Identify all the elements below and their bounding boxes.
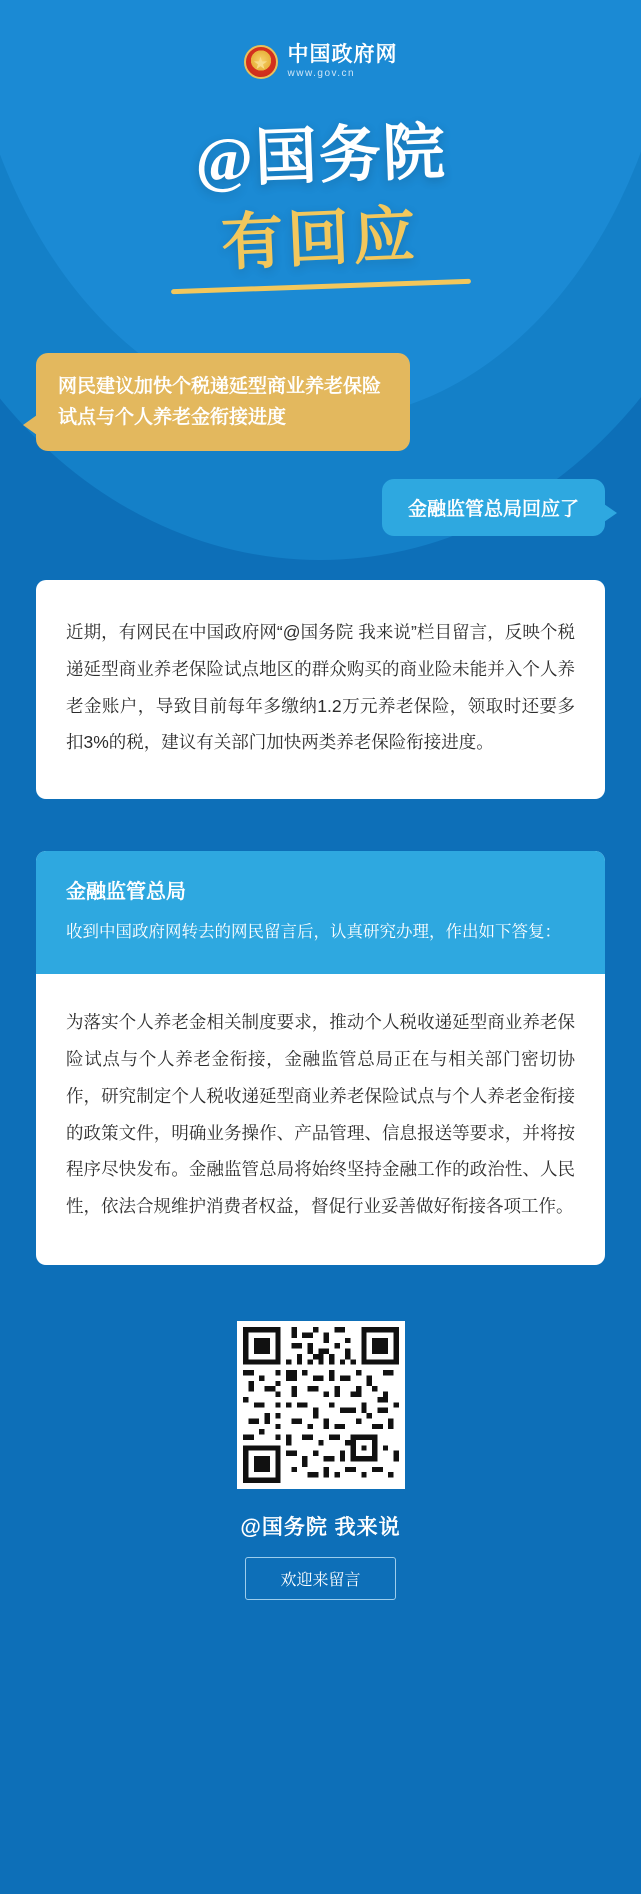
reply-organization: 金融监管总局	[66, 881, 186, 904]
reply-body	[36, 974, 605, 1265]
footer	[36, 1321, 605, 1646]
page-title-line2: 有回应	[220, 201, 422, 278]
reply-body-text: 为落实个人养老金相关制度要求，推动个人税收递延型商业养老保险试点与个人养老金衔接，金融监管总局正在与相关部门密切协作，研究制定个人税收递延型商业养老保险试点与个人养老金衔接的政策文件，明确业务操作、产品管理、信息报送等要求，并将按程序尽快发布。金融监管总局将始终坚持金融工作的政治性、人民性，依法合规维护消费者权益，督促行业妥善做好衔接各项工作。	[66, 1012, 575, 1217]
reply-note: 收到中国政府网转去的网民留言后，认真研究办理，作出如下答复：	[66, 923, 561, 942]
status-badge: 金融监管总局回应了	[382, 479, 605, 536]
page-title-line1: @国务院	[193, 118, 448, 195]
leave-message-button[interactable]: 欢迎来留言	[245, 1557, 395, 1600]
netizen-message-text: 近期，有网民在中国政府网“@国务院 我来说”栏目留言，反映个税递延型商业养老保险试点地区的群众购买的商业险未能并入个人养老金账户，导致目前每年多缴纳1.2万元养老保险，领取时还要多扣3%的税，建议有关部门加快两类养老保险衔接进度。	[66, 622, 575, 753]
netizen-message-card	[36, 580, 605, 799]
responder-badge-row	[36, 479, 605, 536]
national-emblem-icon	[244, 45, 278, 79]
brand-title: 中国政府网	[287, 43, 398, 66]
title-underline	[171, 278, 471, 293]
question-bubble: 网民建议加快个税递延型商业养老保险试点与个人养老金衔接进度	[36, 353, 410, 452]
site-brand	[36, 0, 605, 80]
official-reply-card	[36, 851, 605, 1265]
reply-header	[36, 851, 605, 974]
page-title	[36, 106, 605, 289]
brand-domain: www.gov.cn	[287, 68, 356, 80]
qr-code-icon[interactable]	[237, 1321, 405, 1489]
brand-text	[288, 44, 398, 80]
footer-column-title: @国务院 我来说	[240, 1515, 401, 1539]
